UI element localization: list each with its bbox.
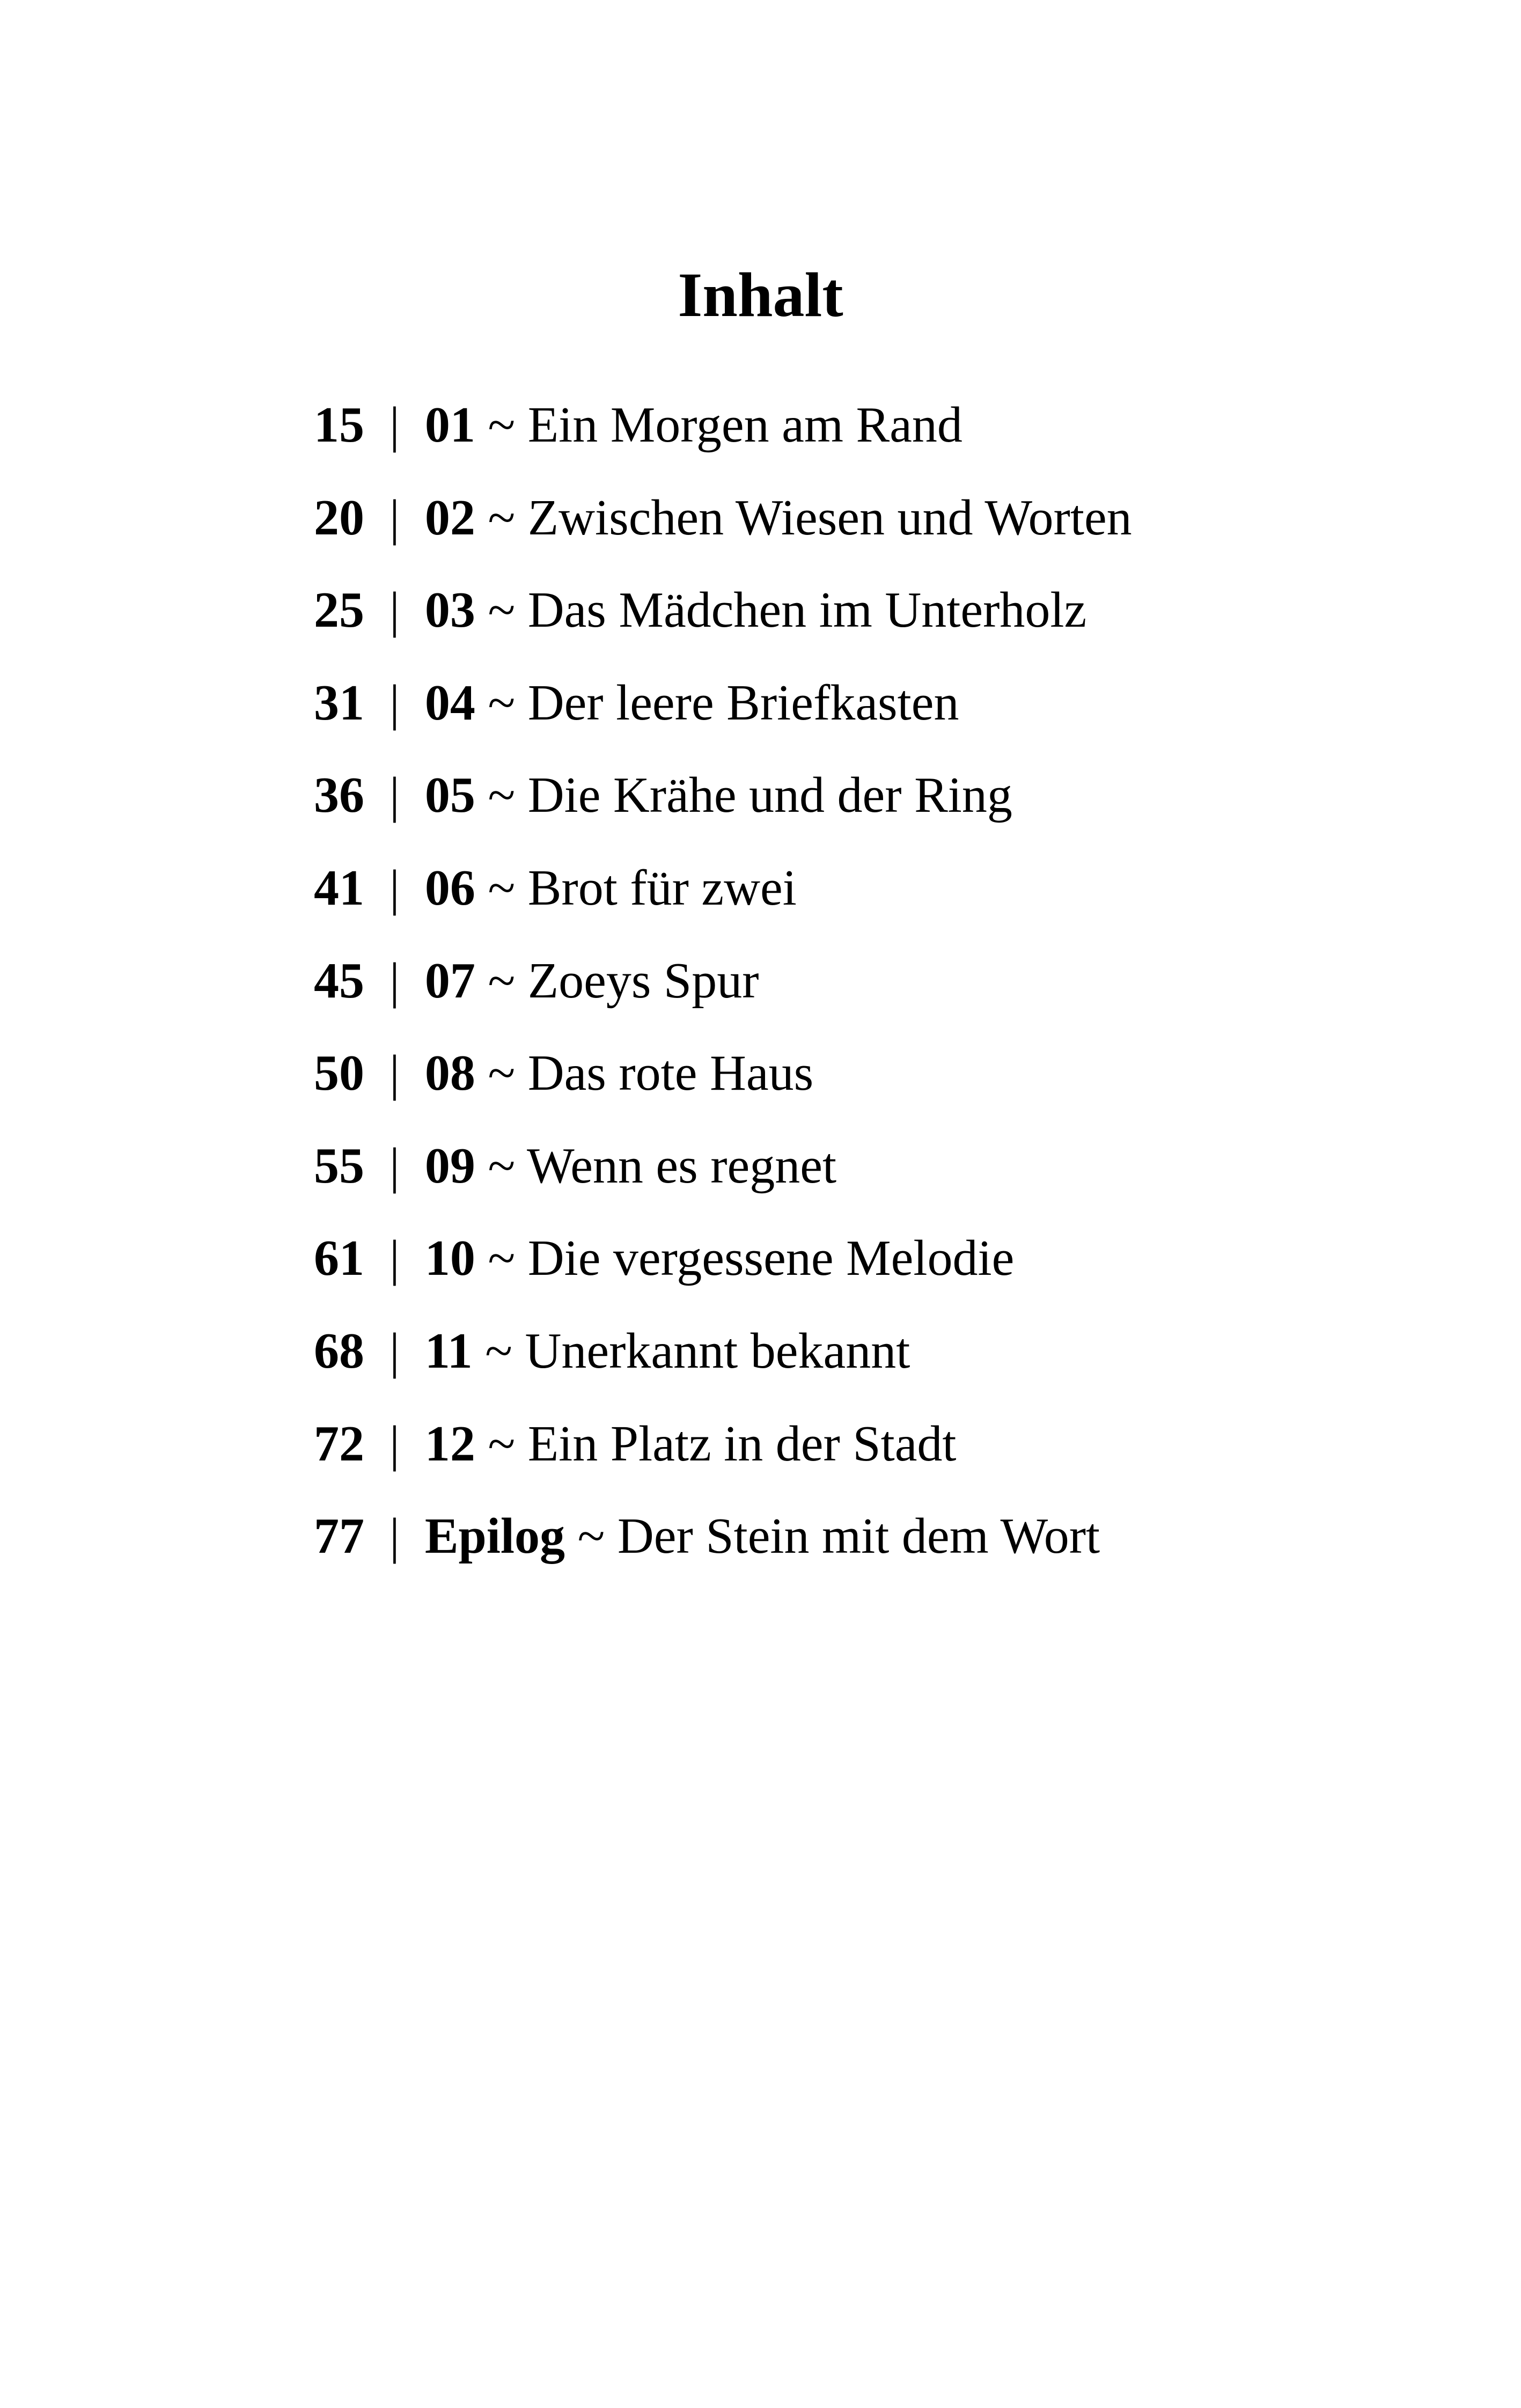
toc-chapter-title: Brot für zwei xyxy=(527,860,797,916)
toc-chapter-title: Zwischen Wiesen und Worten xyxy=(527,489,1132,546)
toc-tilde: ~ xyxy=(485,1323,513,1379)
toc-page-number: 20 xyxy=(314,489,364,546)
toc-entry xyxy=(314,1493,1441,1586)
toc-entry xyxy=(314,1401,1441,1494)
toc-tilde: ~ xyxy=(488,397,516,453)
toc-page-number: 41 xyxy=(314,860,364,916)
toc-tilde: ~ xyxy=(488,1137,516,1194)
toc-tilde: ~ xyxy=(488,1415,516,1472)
toc-chapter-title: Ein Morgen am Rand xyxy=(527,397,962,453)
toc-title: Inhalt xyxy=(678,260,843,330)
toc-chapter-title: Unerkannt bekannt xyxy=(525,1323,910,1379)
toc-tilde: ~ xyxy=(488,952,516,1009)
toc-chapter-title: Zoeys Spur xyxy=(527,952,759,1009)
toc-entry xyxy=(314,660,1441,753)
toc-entry xyxy=(314,1123,1441,1216)
toc-separator: | xyxy=(390,489,400,546)
toc-chapter-title: Die vergessene Melodie xyxy=(527,1230,1015,1287)
toc-entry xyxy=(314,567,1441,660)
toc-separator: | xyxy=(390,397,400,453)
toc-chapter-number: 11 xyxy=(424,1323,473,1379)
toc-chapter-number: 12 xyxy=(424,1415,475,1472)
toc-chapter-title: Wenn es regnet xyxy=(527,1137,837,1194)
toc-tilde: ~ xyxy=(488,767,516,824)
toc-separator: | xyxy=(390,952,400,1009)
toc-separator: | xyxy=(390,674,400,731)
toc-tilde: ~ xyxy=(488,1230,516,1287)
toc-chapter-number: 08 xyxy=(424,1045,475,1102)
toc-separator: | xyxy=(390,1137,400,1194)
toc-chapter-title: Der Stein mit dem Wort xyxy=(617,1508,1100,1565)
toc-chapter-title: Das rote Haus xyxy=(527,1045,814,1102)
toc-chapter-number: 05 xyxy=(424,767,475,824)
toc-tilde: ~ xyxy=(488,674,516,731)
toc-chapter-number: Epilog xyxy=(424,1508,565,1565)
toc-entry xyxy=(314,475,1441,568)
toc-tilde: ~ xyxy=(488,582,516,638)
toc-separator: | xyxy=(390,860,400,916)
toc-chapter-title: Die Krähe und der Ring xyxy=(527,767,1012,824)
toc-separator: | xyxy=(390,1415,400,1472)
toc-chapter-number: 10 xyxy=(424,1230,475,1287)
toc-chapter-title: Das Mädchen im Unterholz xyxy=(527,582,1087,638)
toc-chapter-number: 02 xyxy=(424,489,475,546)
toc-page-number: 68 xyxy=(314,1323,364,1379)
toc-chapter-number: 06 xyxy=(424,860,475,916)
toc-separator: | xyxy=(390,1230,400,1287)
toc-tilde: ~ xyxy=(577,1508,605,1565)
toc-entry xyxy=(314,1215,1441,1308)
toc-list xyxy=(314,382,1441,1586)
toc-page-number: 45 xyxy=(314,952,364,1009)
toc-separator: | xyxy=(390,767,400,824)
toc-page-number: 15 xyxy=(314,397,364,453)
toc-separator: | xyxy=(390,1508,400,1565)
toc-chapter-number: 07 xyxy=(424,952,475,1009)
toc-chapter-number: 04 xyxy=(424,674,475,731)
toc-entry xyxy=(314,938,1441,1031)
toc-page-number: 31 xyxy=(314,674,364,731)
toc-tilde: ~ xyxy=(488,489,516,546)
toc-page-number: 25 xyxy=(314,582,364,638)
toc-chapter-number: 01 xyxy=(424,397,475,453)
toc-entry xyxy=(314,845,1441,938)
toc-chapter-title: Ein Platz in der Stadt xyxy=(527,1415,957,1472)
toc-entry xyxy=(314,1030,1441,1123)
toc-page-number: 72 xyxy=(314,1415,364,1472)
toc-page-number: 36 xyxy=(314,767,364,824)
toc-chapter-number: 03 xyxy=(424,582,475,638)
toc-page-number: 50 xyxy=(314,1045,364,1102)
toc-page-number: 55 xyxy=(314,1137,364,1194)
toc-page-number: 77 xyxy=(314,1508,364,1565)
toc-tilde: ~ xyxy=(488,860,516,916)
toc-entry xyxy=(314,382,1441,475)
toc-chapter-number: 09 xyxy=(424,1137,475,1194)
toc-separator: | xyxy=(390,1323,400,1379)
toc-separator: | xyxy=(390,1045,400,1102)
toc-chapter-title: Der leere Briefkasten xyxy=(527,674,959,731)
toc-entry xyxy=(314,752,1441,845)
toc-entry xyxy=(314,1308,1441,1401)
toc-page-number: 61 xyxy=(314,1230,364,1287)
toc-separator: | xyxy=(390,582,400,638)
toc-tilde: ~ xyxy=(488,1045,516,1102)
